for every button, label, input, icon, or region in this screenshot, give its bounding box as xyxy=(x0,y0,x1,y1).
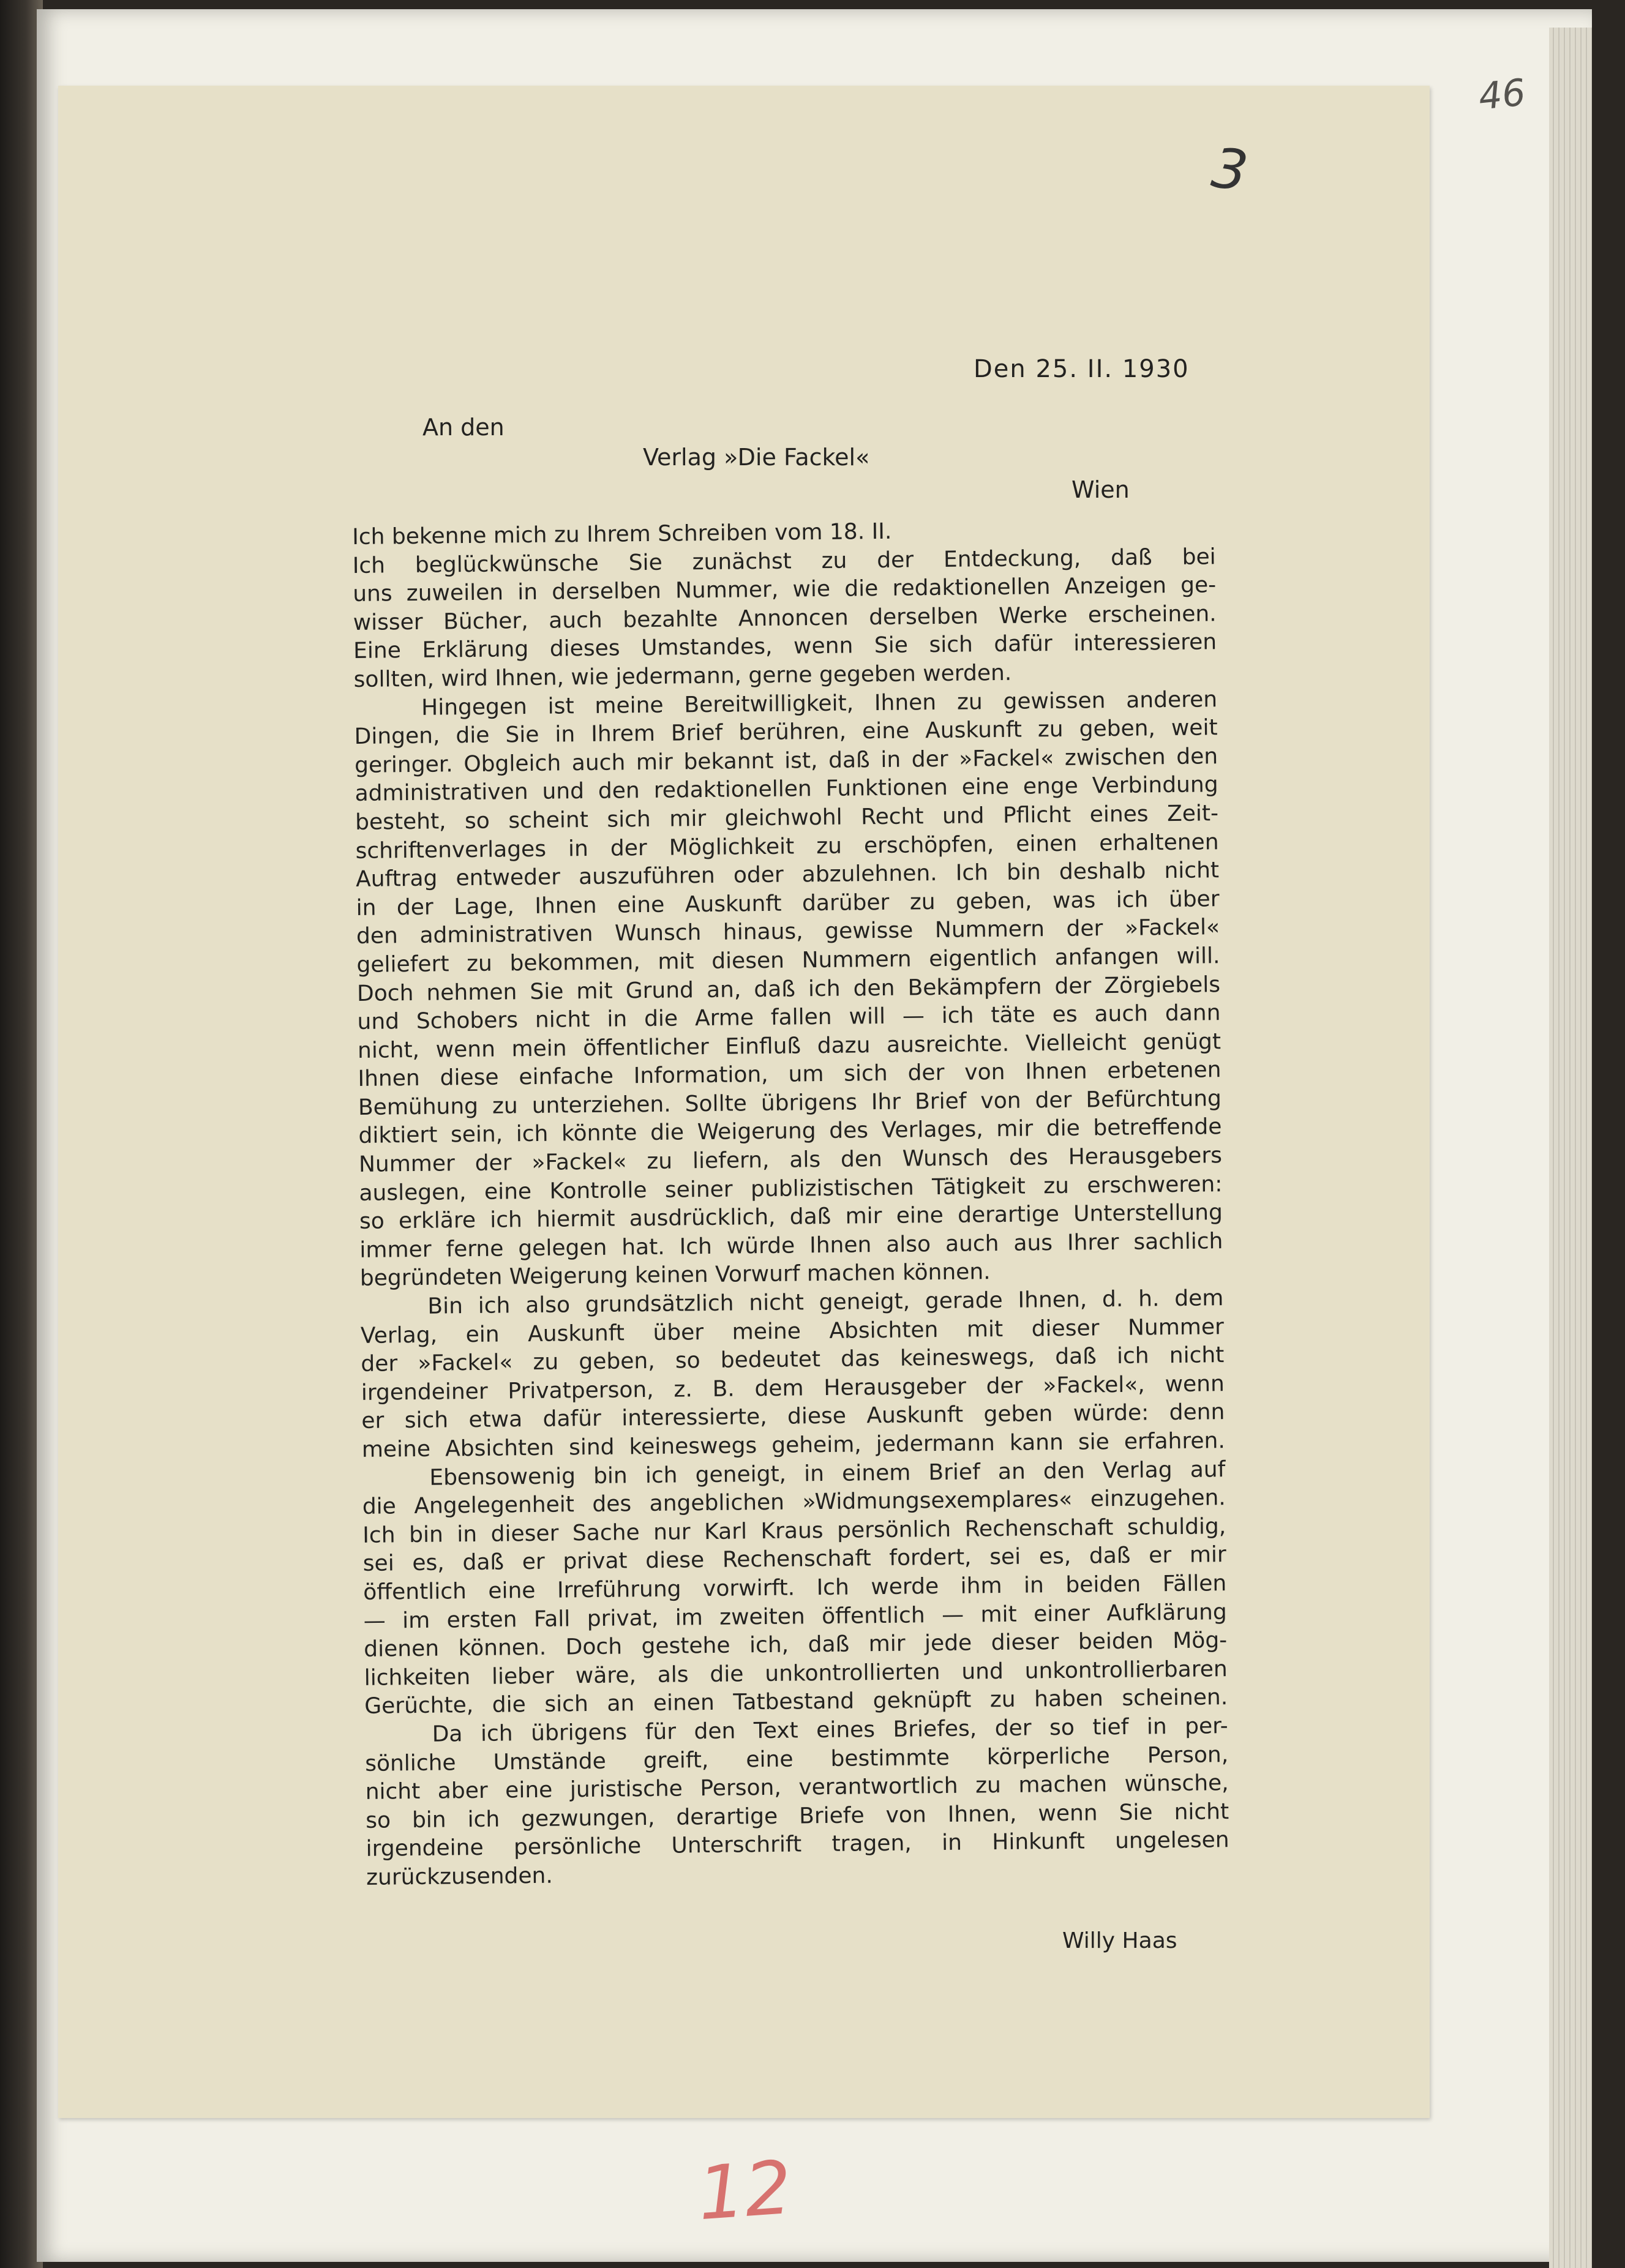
body-line: zurückzusenden. xyxy=(366,1863,554,1890)
body-line: sei es, daß er privat diese Rechenschaft fordert, sei es, daß er mir xyxy=(362,1542,1226,1577)
body-line: so erkläre ich hiermit ausdrücklich, daß mir eine derartige Unterstellung xyxy=(359,1200,1223,1235)
body-line: Nummer der »Fackel« zu liefern, als den Wunsch des Herausgebers xyxy=(358,1143,1223,1178)
address-line-3: Wien xyxy=(1071,476,1130,503)
body-line: begründeten Weigerung keinen Vorwurf machen können. xyxy=(359,1259,991,1292)
body-line: wisser Bücher, auch bezahlte Annoncen derselben Werke erscheinen. xyxy=(353,601,1217,635)
handwritten-sheet-number: 3 xyxy=(1207,135,1252,204)
page-stack-edge xyxy=(1549,28,1592,2268)
letter-body xyxy=(352,514,1229,1892)
folio-number: 46 xyxy=(1476,71,1528,119)
body-line: Bin ich also grundsätzlich nicht geneigt, gerade Ihnen, d. h. dem xyxy=(427,1286,1224,1319)
body-line: den administrativen Wunsch hinaus, gewisse Nummern der »Fackel« xyxy=(356,915,1220,949)
body-line: Hingegen ist meine Bereitwilligkeit, Ihnen zu gewissen anderen xyxy=(421,686,1218,720)
body-line: geringer. Obgleich auch mir bekannt ist, daß in der »Fackel« zwischen den xyxy=(354,743,1218,778)
body-line: öffentlich eine Irreführung vorwirft. Ich werde ihm in beiden Fällen xyxy=(363,1571,1227,1605)
body-line: Da ich übrigens für den Text eines Briefes, der so tief in per- xyxy=(432,1713,1228,1747)
body-line: er sich etwa dafür interessierte, diese Auskunft geben würde: denn xyxy=(361,1399,1225,1434)
body-line: der »Fackel« zu geben, so bedeutet das keineswegs, daß ich nicht xyxy=(361,1342,1225,1377)
address-line-2: Verlag »Die Fackel« xyxy=(643,444,870,471)
body-line: Verlag, ein Auskunft über meine Absichten mit dieser Nummer xyxy=(360,1314,1225,1349)
red-pencil-number: 12 xyxy=(695,2145,795,2237)
body-line: und Schobers nicht in die Arme fallen will — ich täte es auch dann xyxy=(357,1000,1221,1035)
body-line: sollten, wird Ihnen, wie jedermann, gerne gegeben werden. xyxy=(353,660,1012,692)
body-line: dienen können. Doch gestehe ich, daß mir jede dieser beiden Mög- xyxy=(364,1628,1228,1663)
body-line: administrativen und den redaktionellen Funktionen eine enge Verbindung xyxy=(355,772,1218,807)
body-line: Ebensowenig bin ich geneigt, in einem Brief an den Verlag auf xyxy=(429,1456,1226,1491)
address-line-1: An den xyxy=(422,414,505,441)
body-line: Ich bekenne mich zu Ihrem Schreiben vom 18. II. xyxy=(352,518,892,550)
signature: Willy Haas xyxy=(1062,1928,1177,1953)
body-line: meine Absichten sind keineswegs geheim, jedermann kann sie erfahren. xyxy=(361,1428,1225,1462)
body-line: uns zuweilen in derselben Nummer, wie die redaktionellen Anzeigen ge- xyxy=(352,572,1217,607)
body-line: besteht, so scheint sich mir gleichwohl Recht und Pflicht eines Zeit- xyxy=(355,801,1219,835)
body-line: irgendeiner Privatperson, z. B. dem Herausgeber der »Fackel«, wenn xyxy=(361,1371,1225,1405)
body-line: nicht aber eine juristische Person, verantwortlich zu machen wünsche, xyxy=(365,1770,1229,1805)
body-line: Ihnen diese einfache Information, um sich der von Ihnen erbetenen xyxy=(358,1057,1222,1092)
body-line: lichkeiten lieber wäre, als die unkontrollierten und unkontrollierbaren xyxy=(364,1656,1228,1691)
body-line: nicht, wenn mein öffentlicher Einfluß dazu ausreichte. Vielleicht genügt xyxy=(357,1028,1222,1063)
body-line: Auftrag entweder auszuführen oder abzulehnen. Ich bin deshalb nicht xyxy=(355,858,1220,893)
letter-date: Den 25. II. 1930 xyxy=(974,355,1190,383)
body-line: Ich beglückwünsche Sie zunächst zu der Entdeckung, daß bei xyxy=(352,544,1216,578)
body-line: Gerüchte, die sich an einen Tatbestand geknüpft zu haben scheinen. xyxy=(364,1685,1228,1720)
body-line: diktiert sein, ich könnte die Weigerung des Verlages, mir die betreffende xyxy=(358,1114,1222,1149)
body-line: — im ersten Fall privat, im zweiten öffentlich — mit einer Aufklärung xyxy=(363,1599,1227,1634)
body-line: Doch nehmen Sie mit Grund an, daß ich den Bekämpfern der Zörgiebels xyxy=(356,971,1221,1006)
body-line: so bin ich gezwungen, derartige Briefe von Ihnen, wenn Sie nicht xyxy=(365,1798,1229,1833)
body-line: irgendeine persönliche Unterschrift tragen, in Hinkunft ungelesen xyxy=(366,1827,1229,1862)
body-line: Bemühung zu unterziehen. Sollte übrigens Ihr Brief von der Befürchtung xyxy=(358,1086,1222,1120)
body-line: immer ferne gelegen hat. Ich würde Ihnen also auch aus Ihrer sachlich xyxy=(359,1229,1223,1263)
body-line: in der Lage, Ihnen eine Auskunft darüber zu geben, was ich über xyxy=(356,886,1220,921)
body-line: sönliche Umstände greift, eine bestimmte körperliche Person, xyxy=(365,1742,1229,1776)
body-line: schriftenverlages in der Möglichkeit zu erschöpfen, einen erhaltenen xyxy=(355,829,1219,864)
body-line: Eine Erklärung dieses Umstandes, wenn Sie sich dafür interessieren xyxy=(353,629,1217,664)
body-line: Ich bin in dieser Sache nur Karl Kraus persönlich Rechenschaft schuldig, xyxy=(362,1513,1226,1548)
body-line: geliefert zu bekommen, mit diesen Nummern eigentlich anfangen will. xyxy=(356,943,1220,978)
body-line: Dingen, die Sie in Ihrem Brief berühren, eine Auskunft zu geben, weit xyxy=(354,715,1218,750)
body-line: die Angelegenheit des angeblichen »Widmungsexemplares« einzugehen. xyxy=(362,1485,1226,1520)
body-line: auslegen, eine Kontrolle seiner publizistischen Tätigkeit zu erschweren: xyxy=(359,1171,1223,1206)
